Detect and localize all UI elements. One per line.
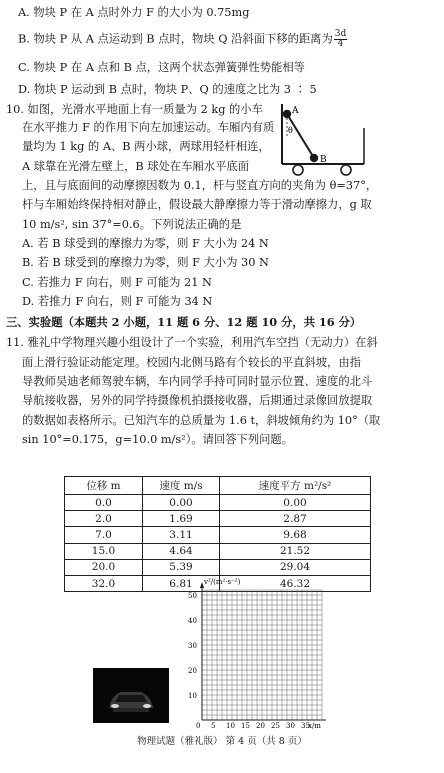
option-prev-b-text: B. 物块 P 从 A 点运动到 B 点时，物块 Q 沿斜面下移的距离为 [18, 32, 333, 46]
option-prev-b [18, 30, 347, 49]
table-cell: 15.0 [65, 543, 143, 559]
table-header-row [65, 477, 371, 495]
y-axis-label: v²/(m²·s⁻²) [204, 578, 241, 586]
grid-lines [202, 590, 322, 720]
origin-label: 0 [196, 722, 201, 730]
light-rod [287, 114, 314, 158]
fraction-numerator: 3d [334, 29, 347, 39]
table-cell: 0.00 [143, 495, 220, 511]
q11-line-2: 面上滑行验证动能定理。校园内北侧马路有个较长的平直斜坡，由指 [22, 356, 361, 369]
q11-line-4: 导航接收器，另外的同学持摄像机拍摄接收器，后期通过录像回放提取 [22, 394, 373, 407]
q10-option-c: C. 若推力 F 向右，则 F 可能为 21 N [22, 276, 212, 289]
car-image [93, 668, 169, 723]
car-windshield [115, 695, 147, 702]
section-heading: 三、实验题（本题共 2 小题，11 题 6 分、12 题 10 分，共 16 分） [6, 315, 362, 329]
table-row [65, 527, 371, 543]
table-header: 速度平方 m²/s² [220, 477, 371, 495]
x-tick-label: 5 [211, 722, 216, 730]
table-header: 速度 m/s [143, 477, 220, 495]
cart-figure [272, 100, 372, 180]
label-theta: θ [288, 126, 293, 135]
table-cell: 0.0 [65, 495, 143, 511]
graph-paper [180, 570, 330, 730]
table-cell: 6.81 [143, 575, 220, 591]
wheel-left [293, 165, 303, 175]
table-cell: 2.0 [65, 511, 143, 527]
option-prev-c: C. 物块 P 在 A 点和 B 点，这两个状态弹簧弹性势能相等 [18, 61, 305, 74]
table-cell: 32.0 [65, 575, 143, 591]
x-tick-label: 15 [241, 722, 250, 730]
table-row [65, 543, 371, 559]
q10-line-5: 上，且与底面间的动摩擦因数为 0.1，杆与竖直方向的夹角为 θ=37°， [22, 179, 378, 192]
table-row [65, 511, 371, 527]
car-headlight-left [111, 704, 119, 708]
table-cell: 4.64 [143, 543, 220, 559]
table-cell: 5.39 [143, 559, 220, 575]
table-cell: 1.69 [143, 511, 220, 527]
q10-option-b: B. 若 B 球受到的摩擦力为零，则 F 大小为 30 N [22, 256, 269, 269]
x-axis-label: x/m [308, 722, 321, 730]
x-tick-label: 30 [286, 722, 295, 730]
option-prev-d: D. 物块 P 运动到 B 点时，物块 P、Q 的速度之比为 3 ∶ 5 [18, 83, 317, 96]
table-cell: 9.68 [220, 527, 371, 543]
y-tick-label: 10 [188, 692, 197, 700]
y-tick-label: 40 [188, 617, 197, 625]
wheel-right [341, 165, 351, 175]
ball-b [310, 154, 318, 162]
q10-option-a: A. 若 B 球受到的摩擦力为零，则 F 大小为 24 N [22, 237, 269, 250]
q10-line-7: 10 m/s², sin 37°=0.6。下列说法正确的是 [22, 218, 242, 231]
ball-a [283, 110, 291, 118]
y-tick-label: 30 [188, 642, 197, 650]
q10-line-3: 量均为 1 kg 的 A、B 两小球，两球用轻杆相连， [22, 140, 270, 153]
q11-line-1: 11. 雅礼中学物理兴趣小组设计了一个实验，利用汽车空挡（无动力）在斜 [6, 336, 378, 349]
table-header: 位移 m [65, 477, 143, 495]
table-cell: 20.0 [65, 559, 143, 575]
fraction [334, 30, 348, 49]
table-cell: 46.32 [220, 575, 371, 591]
y-tick-label: 20 [188, 667, 197, 675]
car-headlight-right [143, 704, 151, 708]
car-bumper [113, 708, 149, 712]
y-tick-label: 50 [188, 592, 197, 600]
x-tick-label: 35 [301, 722, 310, 730]
car-photo [93, 668, 169, 723]
label-b: B [320, 155, 327, 165]
q11-line-3: 导教师吴迪老师驾驶车辆，车内同学手持可同时显示位置、速度的北斗 [22, 375, 373, 388]
q10-line-4: A 球靠在光滑左壁上，B 球处在车厢水平底面 [22, 160, 249, 173]
fraction-denominator: 4 [337, 39, 344, 49]
option-prev-a: A. 物块 P 在 A 点时外力 F 的大小为 0.75mg [18, 6, 250, 19]
q10-line-1: 10. 如图，光滑水平地面上有一质量为 2 kg 的小车 [6, 103, 263, 116]
table-cell: 2.87 [220, 511, 371, 527]
x-tick-label: 10 [226, 722, 235, 730]
table-cell: 29.04 [220, 559, 371, 575]
q11-line-5: 的数据如表格所示。已知汽车的总质量为 1.6 t，斜坡倾角约为 10°（取 [22, 414, 381, 427]
table-cell: 7.0 [65, 527, 143, 543]
x-tick-labels [211, 722, 310, 730]
table-cell: 21.52 [220, 543, 371, 559]
q10-option-d: D. 若推力 F 向右，则 F 可能为 34 N [22, 295, 213, 308]
q11-line-6: sin 10°=0.175，g=10.0 m/s²）。请回答下列问题。 [22, 433, 294, 446]
table-cell: 0.00 [220, 495, 371, 511]
q10-line-6: 杆与车厢始终保持相对静止，假设最大静摩擦力等于滑动摩擦力，g 取 [22, 198, 372, 211]
q10-line-2: 在水平推力 F 的作用下向左加速运动。车厢内有质 [22, 121, 275, 134]
table-cell: 3.11 [143, 527, 220, 543]
x-tick-label: 20 [256, 722, 265, 730]
x-tick-label: 25 [271, 722, 280, 730]
label-a: A [292, 106, 299, 116]
page-footer: 物理试题（雅礼版） 第 4 页（共 8 页） [137, 736, 307, 747]
table-row [65, 495, 371, 511]
y-tick-labels [188, 592, 197, 700]
